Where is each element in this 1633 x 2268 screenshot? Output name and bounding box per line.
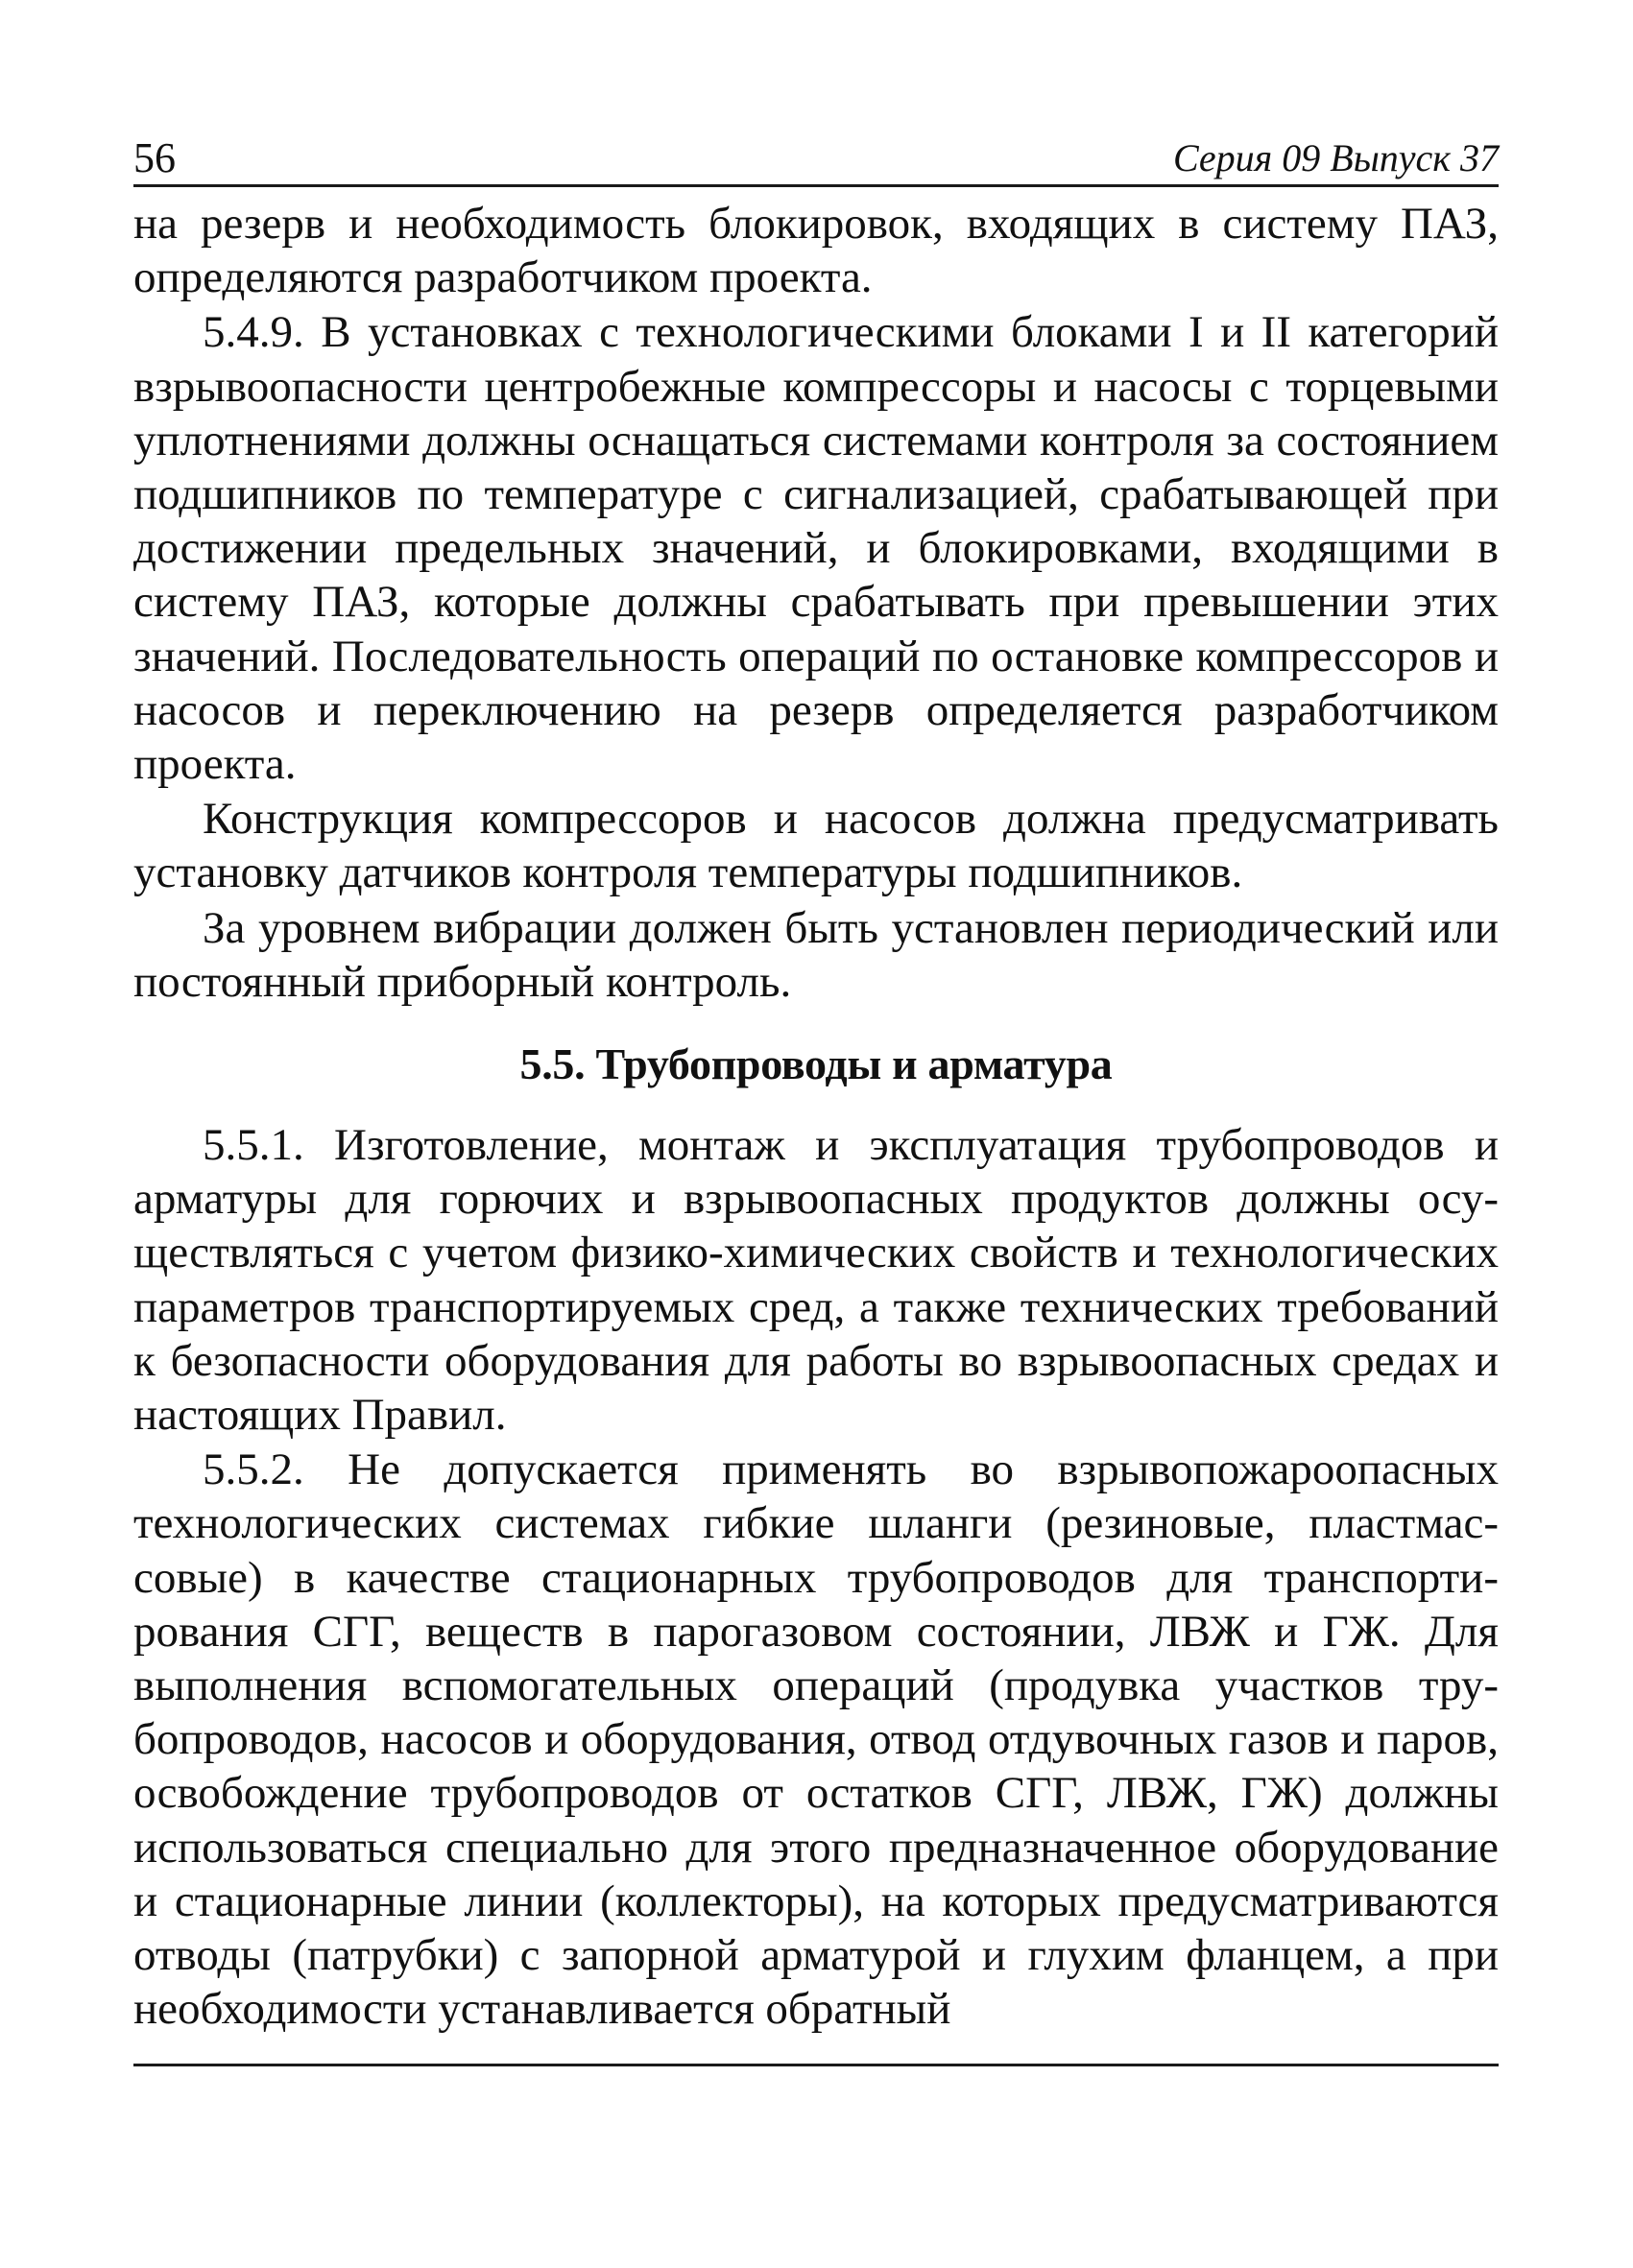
page-body	[133, 197, 1499, 2037]
section-title: 5.5. Трубопроводы и арматура	[519, 1039, 1113, 1089]
bottom-divider	[133, 2064, 1499, 2066]
document-page	[133, 134, 1499, 2037]
page-number: 56	[133, 134, 176, 181]
paragraph-vibration-control: За уровнем вибрации должен быть установлен периодический или постоянный приборный контроль.	[133, 902, 1499, 1007]
page-header	[133, 134, 1499, 187]
series-issue-label: Серия 09 Выпуск 37	[1172, 136, 1499, 179]
paragraph-5-5-2: 5.5.2. Не допускается применять во взрывопожароопасных технологических системах гибкие шланги (резиновые, пластмассовые) в качестве стационарных трубопроводов для транспортирования СГГ, веществ в парогазовом состоянии, ЛВЖ и ГЖ. Для выполнения вспомогательных операций (продувка участков трубопроводов, насосов и оборудования, отвод отдувочных газов и паров, освобождение трубопроводов от остатков СГГ, ЛВЖ, ГЖ) должны использоваться специально для этого предназначенное оборудование и стационарные линии (коллекторы), на которых предусматриваются отводы (патрубки) с запорной арматурой и глухим фланцем, а при необходимости устанавливается обратный	[133, 1444, 1499, 2035]
paragraph-compressor-design: Конструкция компрессоров и насосов должна предусматривать установку датчиков контроля температуры подшипников.	[133, 794, 1499, 898]
paragraph-continuation: на резерв и необходимость блокировок, входящих в систему ПАЗ, определяются разработчиком проекта.	[133, 199, 1499, 303]
paragraph-5-5-1: 5.5.1. Изготовление, монтаж и эксплуатация трубопроводов и арматуры для горючих и взрывоопасных продуктов должны осуществляться с учетом физико-химических свойств и технологических параметров транспортируемых сред, а также технических требований к безопасности оборудования для работы во взрывоопасных средах и настоящих Правил.	[133, 1120, 1499, 1441]
paragraph-5-4-9: 5.4.9. В установках с технологическими блоками I и II категорий взрывоопасности центробежные компрессоры и насосы с торцевыми уплотнениями должны оснащаться системами контроля за состоянием подшипников по температуре с сигнализацией, срабатывающей при достижении предельных значений, и блокировками, входящими в систему ПАЗ, которые должны срабатывать при превышении этих значений. Последовательность операций по остановке компрессоров и насосов и переключению на резерв определяется разработчиком проекта.	[133, 307, 1499, 790]
